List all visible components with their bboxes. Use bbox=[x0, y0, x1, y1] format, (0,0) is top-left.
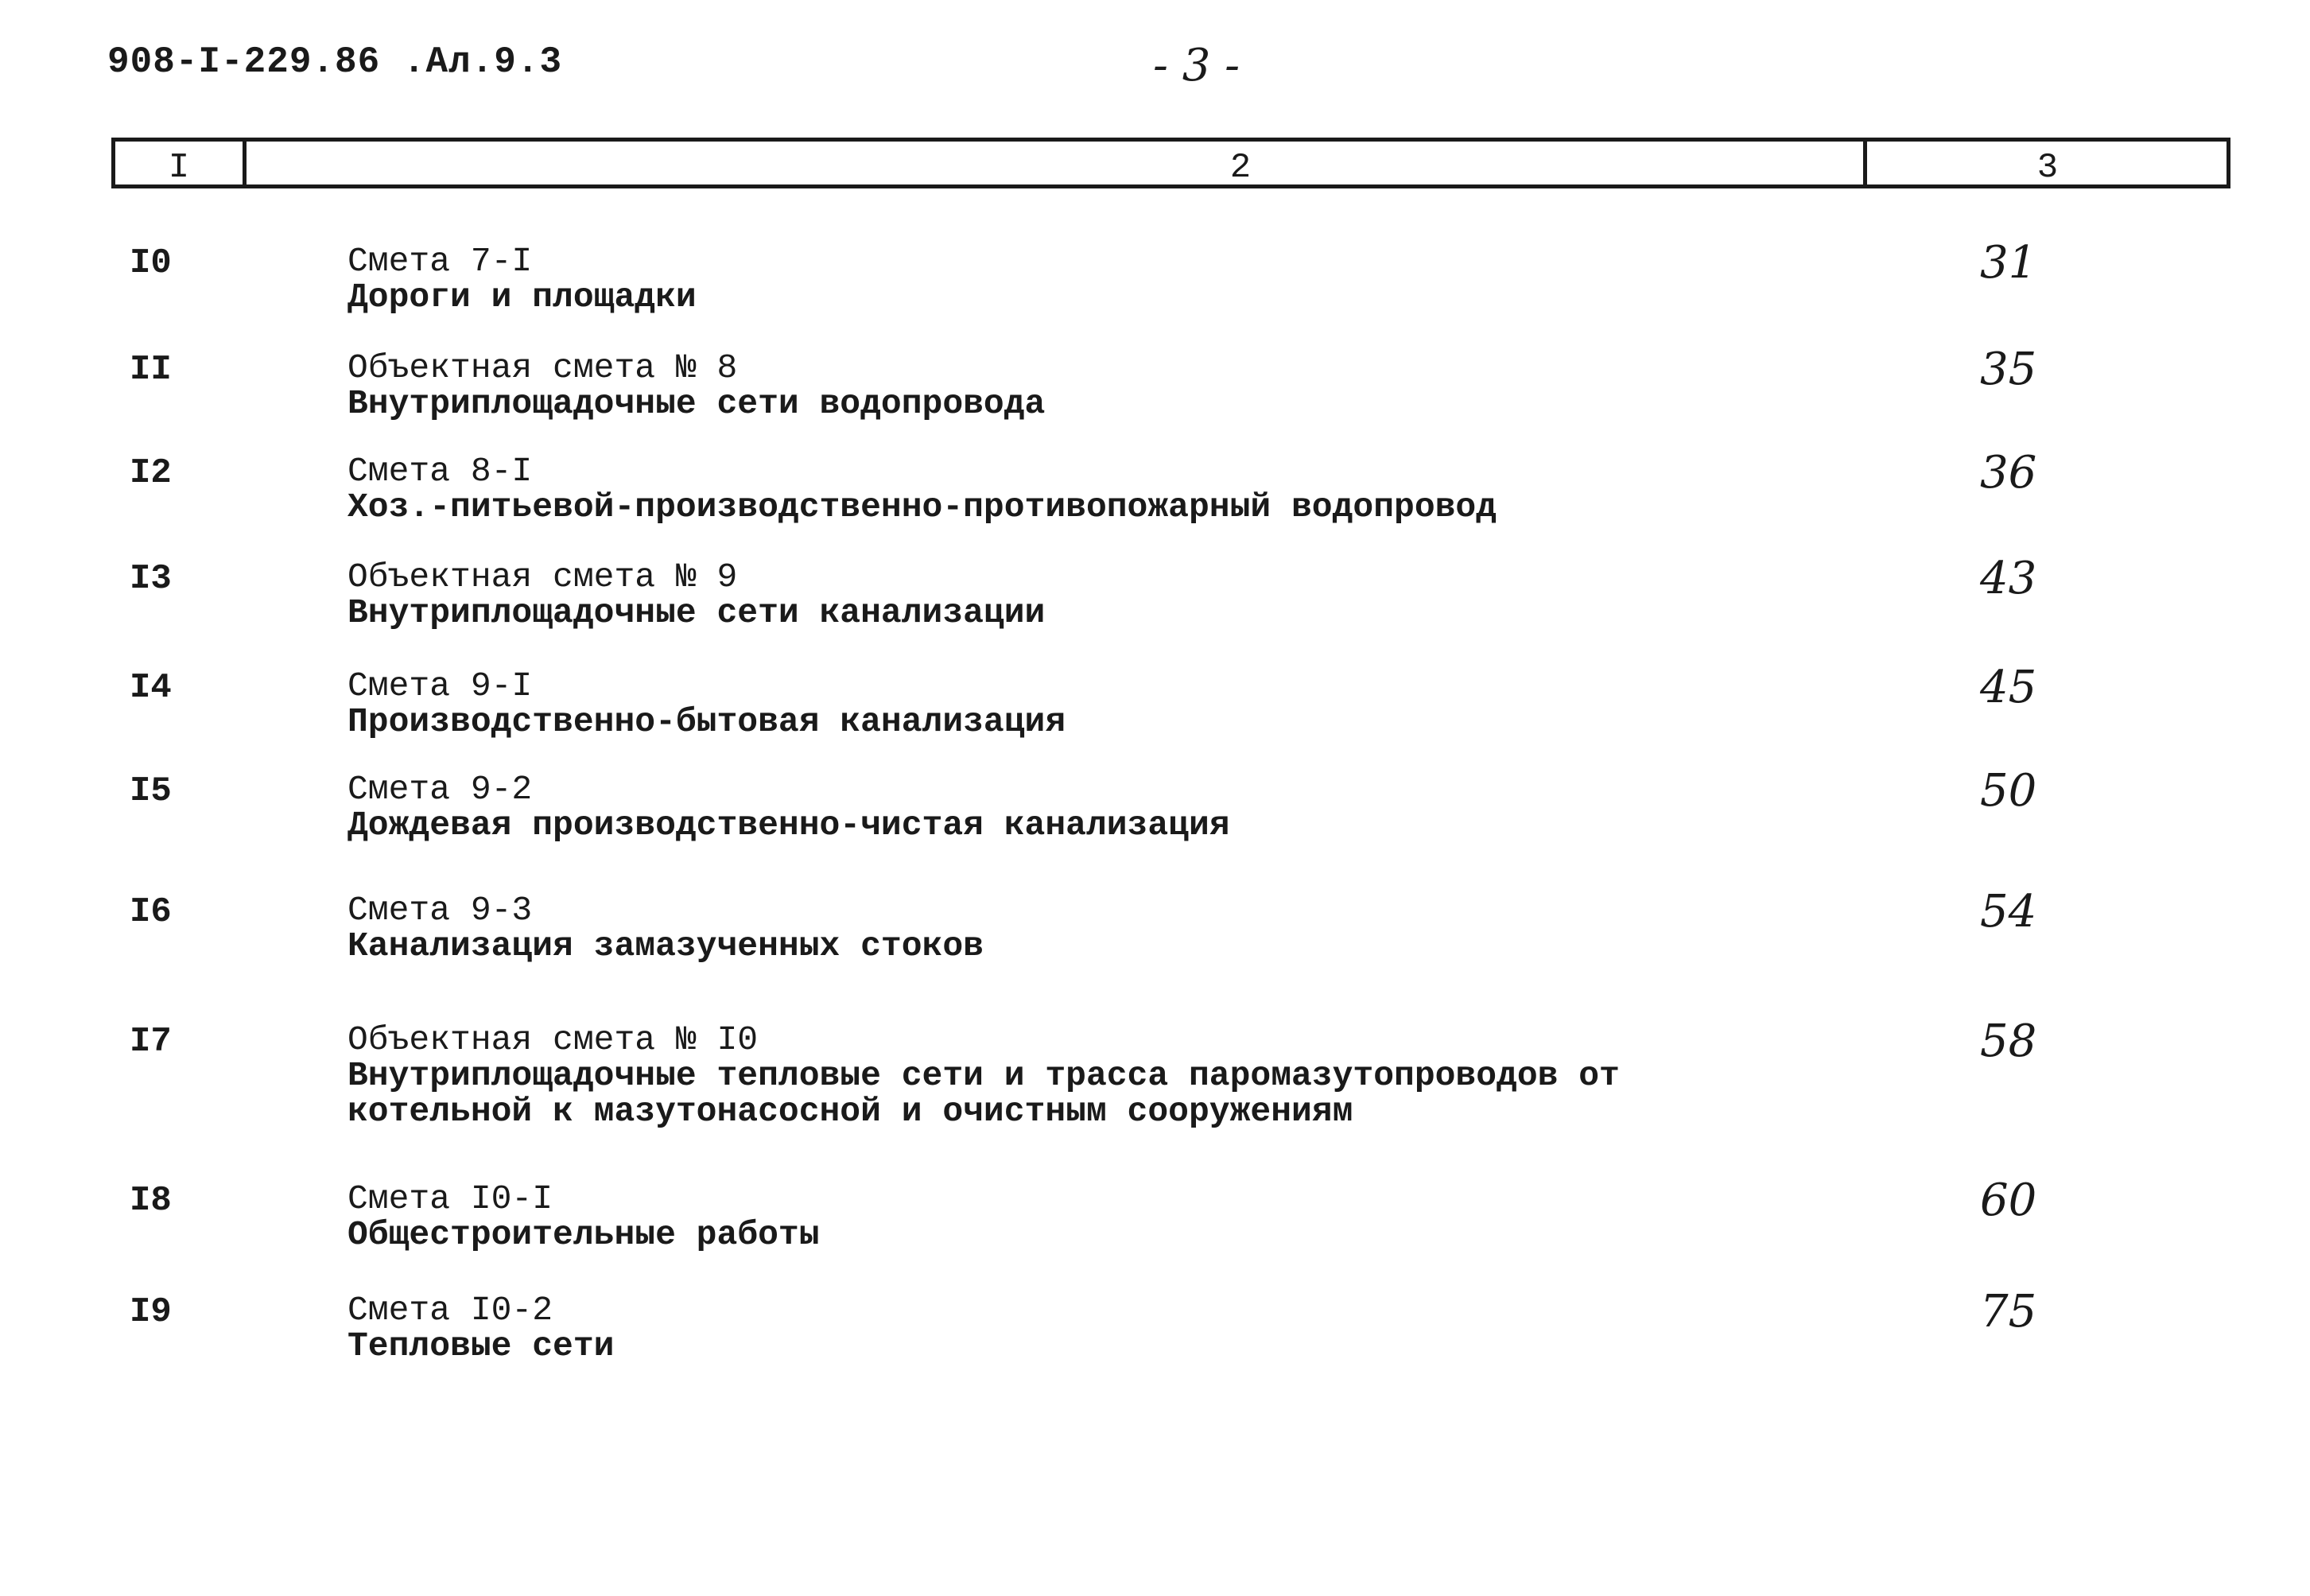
row-number: I7 bbox=[130, 1022, 172, 1062]
row-page-ref: 43 bbox=[1980, 553, 2037, 604]
row-title bbox=[347, 892, 984, 964]
header-divider-1 bbox=[243, 142, 247, 184]
estimate-name: Смета I0-2 bbox=[347, 1291, 553, 1330]
header-col-3: 3 bbox=[2036, 148, 2059, 188]
row-number: I4 bbox=[130, 668, 172, 708]
estimate-description: Общестроительные работы bbox=[347, 1215, 820, 1254]
row-number: I8 bbox=[130, 1181, 172, 1221]
document-code: 908-I-229.86 .Ал.9.3 bbox=[107, 41, 563, 83]
estimate-description: Внутриплощадочные сети водопровода bbox=[347, 384, 1046, 423]
estimate-name: Смета 8-I bbox=[347, 452, 533, 491]
estimate-name: Объектная смета № I0 bbox=[347, 1020, 759, 1059]
estimate-description: Внутриплощадочные тепловые сети и трасса паромазутопроводов от bbox=[347, 1056, 1620, 1095]
estimate-description: Хоз.-питьевой-производственно-противопожарный водопровод bbox=[347, 487, 1497, 526]
row-page-ref: 35 bbox=[1980, 344, 2037, 395]
page-number: - 3 - bbox=[1153, 40, 1240, 91]
estimate-name: Смета I0-I bbox=[347, 1179, 553, 1218]
header-divider-2 bbox=[1863, 142, 1867, 184]
estimate-description: Дождевая производственно-чистая канализация bbox=[347, 806, 1230, 845]
estimate-description: Дороги и площадки bbox=[347, 278, 697, 316]
estimate-description: Тепловые сети bbox=[347, 1326, 615, 1365]
row-page-ref: 60 bbox=[1980, 1175, 2037, 1226]
row-title bbox=[347, 1022, 1620, 1129]
row-number: I0 bbox=[130, 243, 172, 283]
header-col-2: 2 bbox=[1229, 148, 1252, 188]
estimate-name: Объектная смета № 9 bbox=[347, 557, 738, 596]
estimate-description: Внутриплощадочные сети канализации bbox=[347, 593, 1046, 632]
estimate-description: Производственно-бытовая канализация bbox=[347, 702, 1066, 741]
estimate-description: котельной к мазутонасосной и очистным сооружениям bbox=[347, 1092, 1353, 1131]
row-title bbox=[347, 771, 1230, 843]
row-title bbox=[347, 668, 1066, 740]
row-number: II bbox=[130, 350, 172, 390]
row-number: I2 bbox=[130, 453, 172, 493]
estimate-name: Смета 7-I bbox=[347, 242, 533, 281]
estimate-description: Канализация замазученных стоков bbox=[347, 926, 984, 965]
row-title bbox=[347, 243, 697, 315]
row-number: I9 bbox=[130, 1292, 172, 1332]
row-page-ref: 50 bbox=[1980, 765, 2037, 817]
header-col-1: I bbox=[168, 148, 190, 188]
row-title bbox=[347, 350, 1045, 421]
row-number: I3 bbox=[130, 559, 172, 599]
row-page-ref: 54 bbox=[1980, 886, 2037, 938]
row-title bbox=[347, 1181, 820, 1252]
row-number: I6 bbox=[130, 892, 172, 932]
estimate-name: Смета 9-I bbox=[347, 666, 533, 705]
estimate-name: Смета 9-3 bbox=[347, 891, 533, 930]
row-page-ref: 75 bbox=[1980, 1286, 2037, 1338]
row-page-ref: 36 bbox=[1980, 447, 2037, 499]
row-title bbox=[347, 559, 1045, 631]
row-page-ref: 45 bbox=[1980, 662, 2037, 713]
row-title bbox=[347, 1292, 614, 1364]
table-header bbox=[111, 138, 2230, 188]
row-number: I5 bbox=[130, 771, 172, 811]
row-page-ref: 58 bbox=[1980, 1015, 2037, 1067]
row-title bbox=[347, 453, 1497, 525]
row-page-ref: 31 bbox=[1980, 237, 2037, 289]
estimate-name: Объектная смета № 8 bbox=[347, 348, 738, 387]
estimate-name: Смета 9-2 bbox=[347, 770, 533, 809]
